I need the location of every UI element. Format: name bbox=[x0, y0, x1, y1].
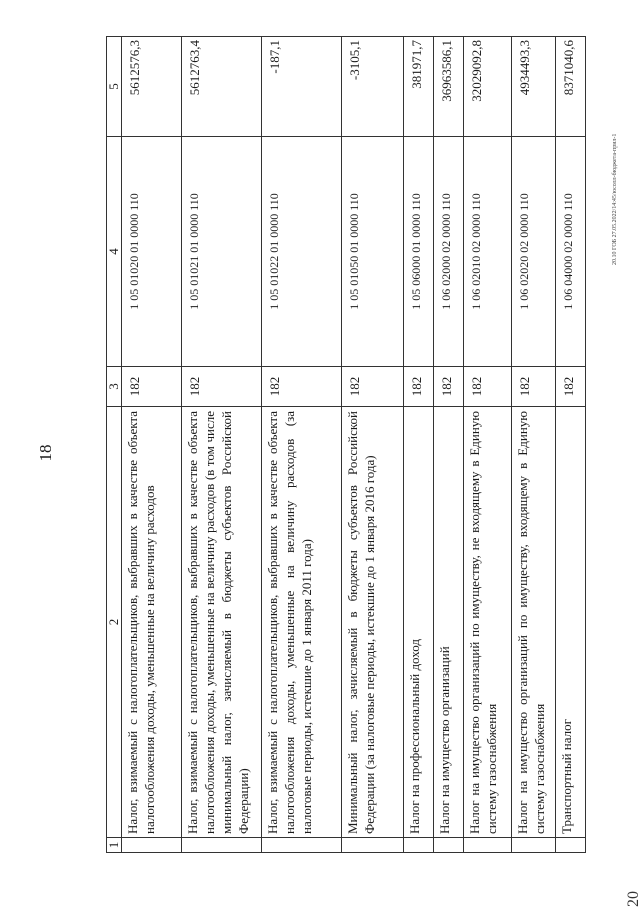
row-kbk: 1 06 02020 02 0000 110 bbox=[512, 137, 556, 367]
row-code: 182 bbox=[512, 367, 556, 407]
row-code: 182 bbox=[434, 367, 464, 407]
header-col-4: 4 bbox=[107, 137, 122, 367]
row-code: 182 bbox=[122, 367, 182, 407]
table-row bbox=[262, 37, 342, 853]
row-code: 182 bbox=[182, 367, 262, 407]
row-name: Налог на имущество организаций bbox=[434, 407, 464, 838]
row-amount: 5612576,3 bbox=[122, 37, 182, 137]
row-amount: -187,1 bbox=[262, 37, 342, 137]
row-amount: 36963586,1 bbox=[434, 37, 464, 137]
empty-cell bbox=[122, 838, 182, 853]
empty-cell bbox=[262, 838, 342, 853]
table-row bbox=[556, 37, 586, 853]
header-col-1: 1 bbox=[107, 838, 122, 853]
row-name: Налог, взимаемый с налогоплательщиков, выбравших в качестве объекта налогообложения доходы, уменьшенные на величину расходов (за налоговые периоды, истекшие до 1 января 2011 года) bbox=[262, 407, 342, 838]
row-name: Налог на профессиональный доход bbox=[404, 407, 434, 838]
table-row bbox=[342, 37, 404, 853]
row-name: Налог, взимаемый с налогоплательщиков, выбравших в качестве объекта налогообложения доходы, уменьшенные на величину расходов bbox=[122, 407, 182, 838]
row-code: 182 bbox=[556, 367, 586, 407]
row-name: Налог, взимаемый с налогоплательщиков, выбравших в качестве объекта налогообложения доходы, уменьшенные на величину расходов (в том числе минимальный налог, зачисляемый в бюджеты субъектов Российской Федерации) bbox=[182, 407, 262, 838]
row-name: Транспортный налог bbox=[556, 407, 586, 838]
table-header-row bbox=[107, 37, 122, 853]
row-amount: 8371040,6 bbox=[556, 37, 586, 137]
row-kbk: 1 05 06000 01 0000 110 bbox=[404, 137, 434, 367]
empty-cell bbox=[556, 838, 586, 853]
empty-cell bbox=[434, 838, 464, 853]
row-amount: 381971,7 bbox=[404, 37, 434, 137]
row-name: Минимальный налог, зачисляемый в бюджеты субъектов Российской Федерации (за налоговые периоды, истекшие до 1 января 2016 года) bbox=[342, 407, 404, 838]
revenue-table bbox=[106, 36, 586, 853]
row-amount: -3105,1 bbox=[342, 37, 404, 137]
row-name: Налог на имущество организаций по имуществу, не входящему в Единую систему газоснабжения bbox=[464, 407, 512, 838]
header-col-2: 2 bbox=[107, 407, 122, 838]
table-row bbox=[182, 37, 262, 853]
header-col-5: 5 bbox=[107, 37, 122, 137]
empty-cell bbox=[182, 838, 262, 853]
table-row bbox=[434, 37, 464, 853]
row-amount: 32029092,8 bbox=[464, 37, 512, 137]
table-row bbox=[404, 37, 434, 853]
empty-cell bbox=[512, 838, 556, 853]
document-stamp: 20.10 ГОБ 27.05.2022/14:45/юсолл-бюджета-прил-1 bbox=[612, 133, 618, 265]
row-code: 182 bbox=[404, 367, 434, 407]
corner-page-number: 20 bbox=[625, 891, 642, 907]
table-row bbox=[512, 37, 556, 853]
row-amount: 4934493,3 bbox=[512, 37, 556, 137]
row-code: 182 bbox=[262, 367, 342, 407]
row-kbk: 1 05 01020 01 0000 110 bbox=[122, 137, 182, 367]
header-col-3: 3 bbox=[107, 367, 122, 407]
row-kbk: 1 06 02000 02 0000 110 bbox=[434, 137, 464, 367]
row-code: 182 bbox=[342, 367, 404, 407]
row-kbk: 1 05 01022 01 0000 110 bbox=[262, 137, 342, 367]
row-kbk: 1 05 01050 01 0000 110 bbox=[342, 137, 404, 367]
empty-cell bbox=[464, 838, 512, 853]
row-code: 182 bbox=[464, 367, 512, 407]
empty-cell bbox=[342, 838, 404, 853]
row-amount: 5612763,4 bbox=[182, 37, 262, 137]
row-kbk: 1 06 04000 02 0000 110 bbox=[556, 137, 586, 367]
empty-cell bbox=[404, 838, 434, 853]
table-row bbox=[122, 37, 182, 853]
table-row bbox=[464, 37, 512, 853]
row-kbk: 1 05 01021 01 0000 110 bbox=[182, 137, 262, 367]
row-kbk: 1 06 02010 02 0000 110 bbox=[464, 137, 512, 367]
page-number: 18 bbox=[36, 444, 55, 462]
row-name: Налог на имущество организаций по имуществу, входящему в Единую систему газоснабжения bbox=[512, 407, 556, 838]
